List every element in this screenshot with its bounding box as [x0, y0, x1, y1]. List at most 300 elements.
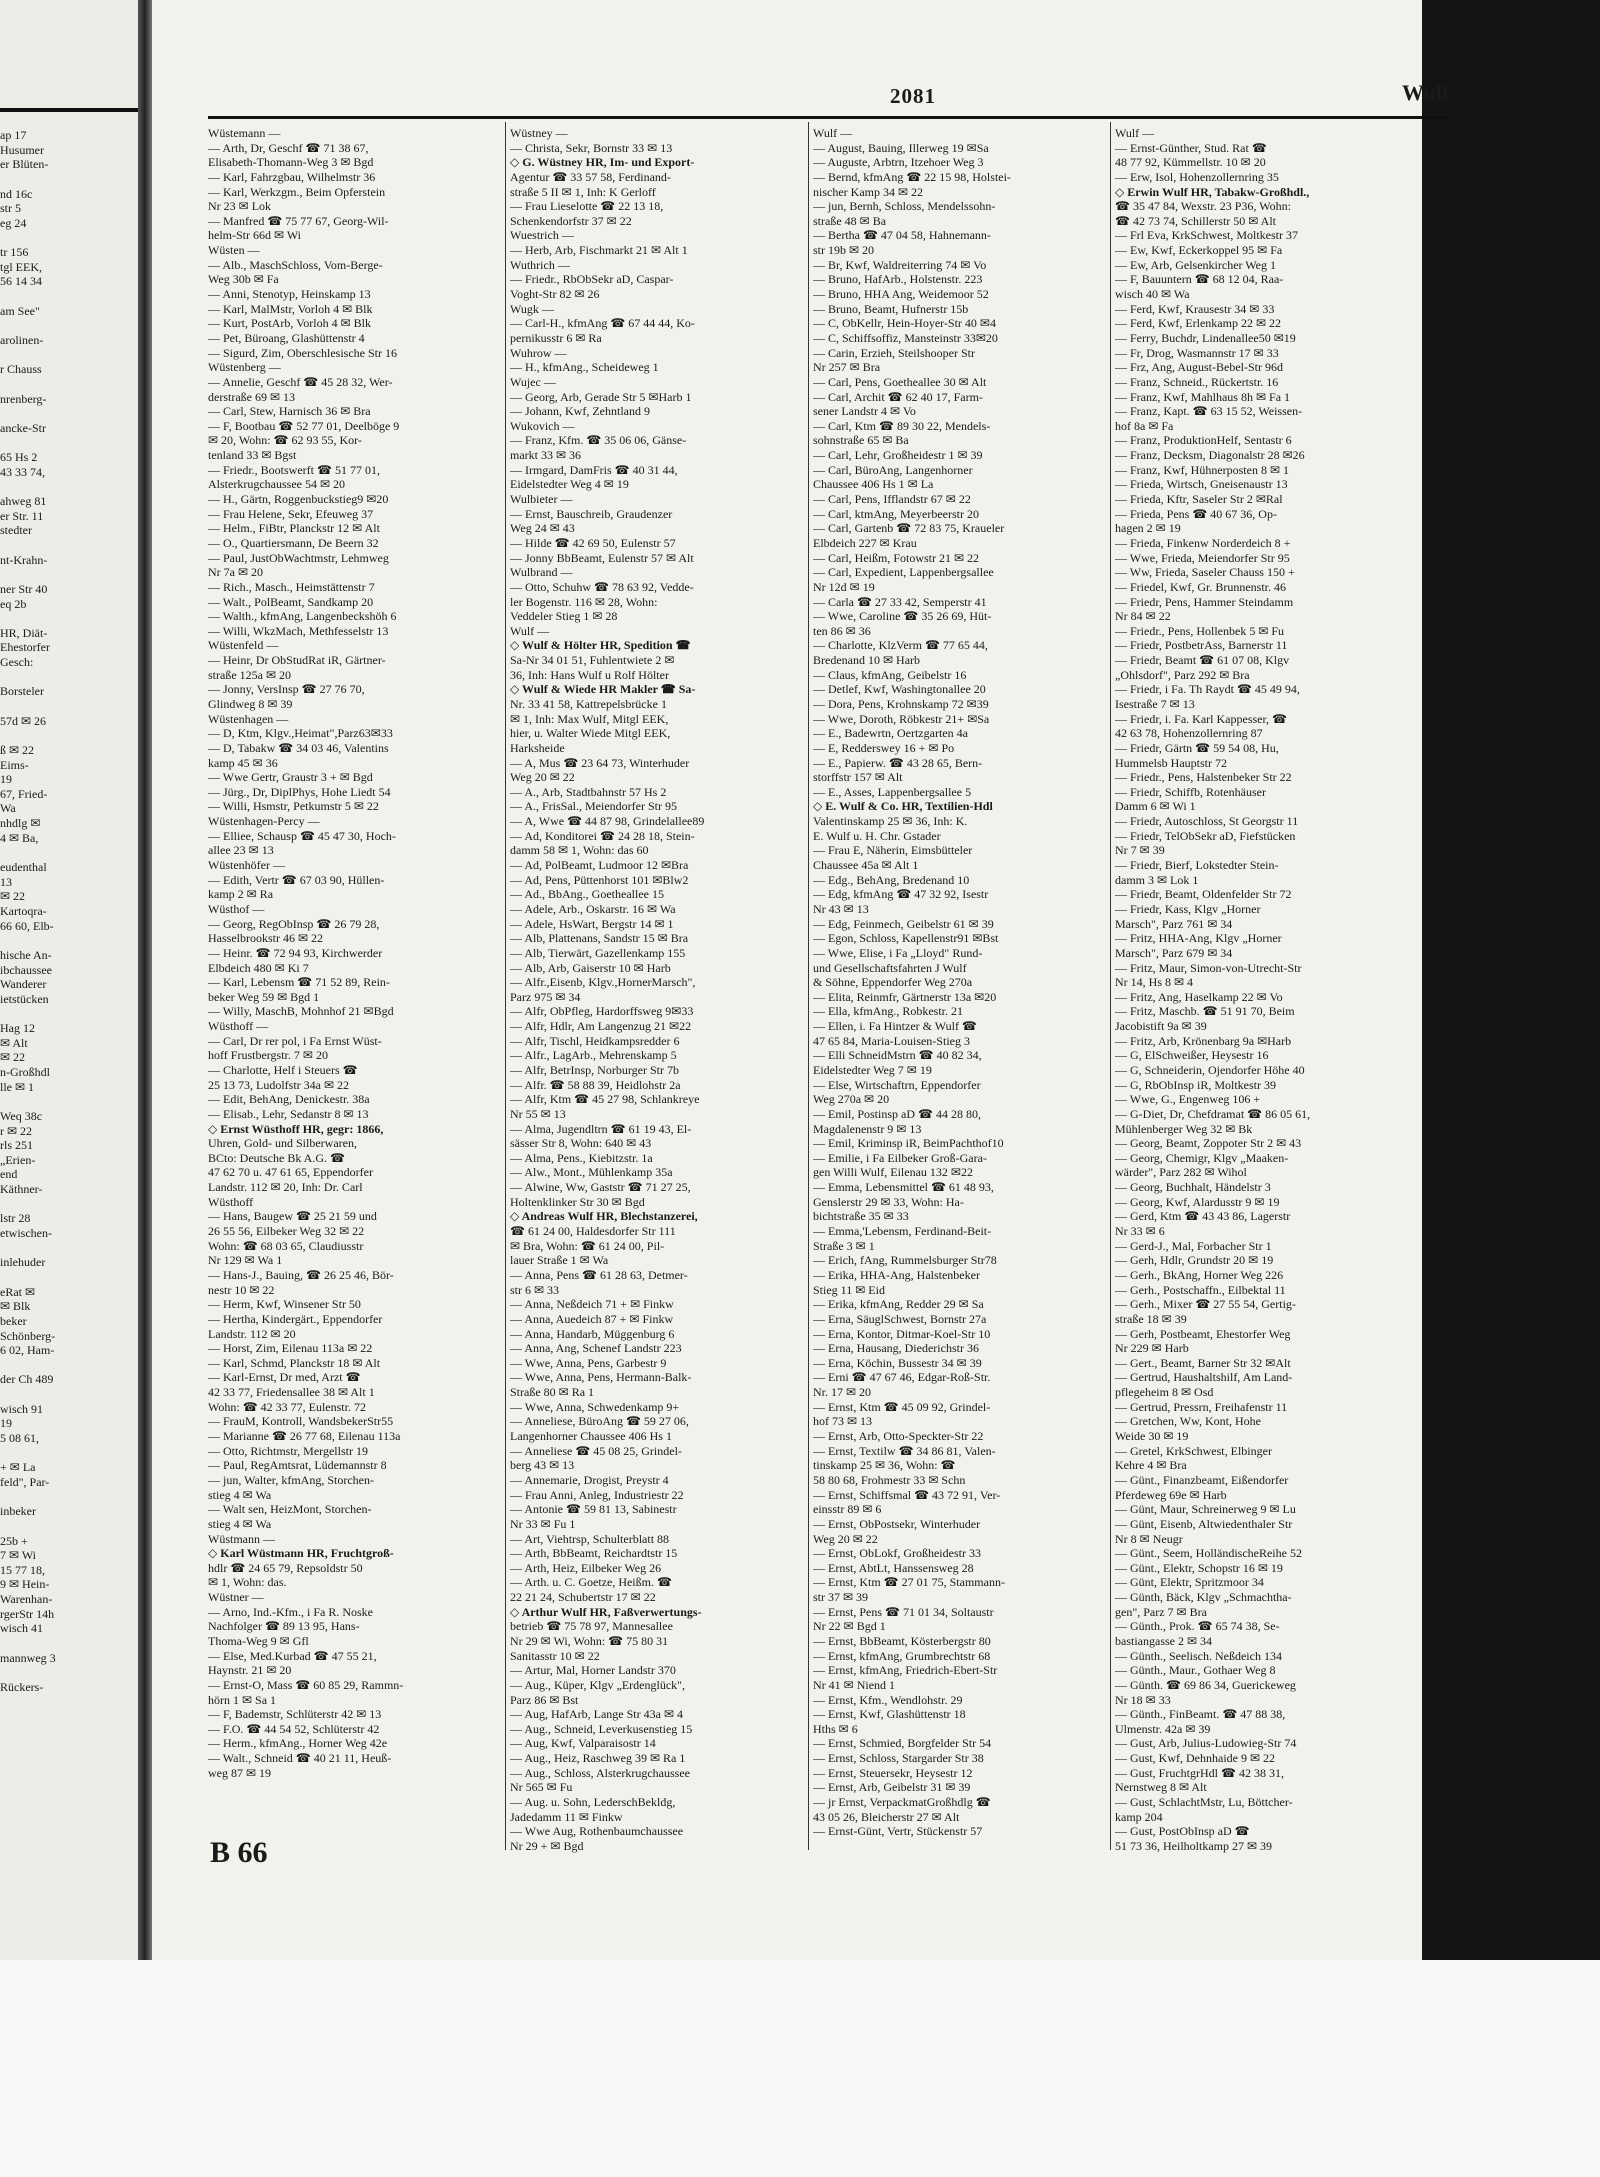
directory-entry-line: — Emil, Kriminsp iR, BeimPachthof10 [813, 1136, 1004, 1151]
directory-entry-line: Nr 18 ✉ 33 [1115, 1692, 1171, 1707]
directory-entry-line: beker Weg 59 ✉ Bgd 1 [208, 989, 320, 1004]
column-separator [1110, 122, 1111, 1850]
directory-entry-line: — Franz, ProduktionHelf, Sentastr 6 [1115, 433, 1292, 448]
directory-entry-line: — Wwe, Anna, Pens, Hermann-Balk- [510, 1370, 692, 1385]
directory-entry-line: 58 80 68, Frohmestr 33 ✉ Schn [813, 1472, 966, 1487]
directory-entry-line: — Alma, Jugendltrn ☎ 61 19 43, El- [510, 1121, 692, 1136]
directory-entry-line: — Alwine, Ww, Gaststr ☎ 71 27 25, [510, 1180, 691, 1195]
left-page-fragment: 7 ✉ Wi [0, 1548, 37, 1563]
directory-entry-line: — Edg, Feinmech, Geibelstr 61 ✉ 39 [813, 916, 994, 931]
directory-entry-line: pflegeheim 8 ✉ Osd [1115, 1385, 1214, 1400]
directory-entry-line: — Aug., Schneid, Leverkusenstieg 15 [510, 1721, 693, 1736]
left-page-fragment: Hag 12 [0, 1021, 35, 1036]
directory-entry-line: markt 33 ✉ 36 [510, 448, 582, 463]
directory-entry-line: Chaussee 45a ✉ Alt 1 [813, 858, 919, 873]
directory-entry-line: — Ernst, Bauschreib, Graudenzer [510, 506, 673, 521]
directory-entry-line: — Friedr., Bootswerft ☎ 51 77 01, [208, 462, 380, 477]
left-page-fragment: Käthner- [0, 1182, 43, 1197]
directory-entry-line: — A, Wwe ☎ 44 87 98, Grindelallee89 [510, 814, 705, 829]
left-page-fragment: Weq 38c [0, 1108, 43, 1123]
directory-entry-line: Genslerstr 29 ✉ 33, Wohn: Ha- [813, 1194, 964, 1209]
left-page-fragment [0, 538, 138, 553]
directory-entry-line: pernikusstr 6 ✉ Ra [510, 330, 602, 345]
directory-entry-line: — Erika, kfmAng, Redder 29 ✉ Sa [813, 1297, 984, 1312]
directory-entry-line: — Edg., BehAng, Bredenand 10 [813, 872, 970, 887]
directory-entry-line: — Friedr, Beamt ☎ 61 07 08, Klgv [1115, 653, 1290, 668]
directory-entry-line: — Karl, Werkzgm., Beim Opferstein [208, 184, 386, 199]
directory-entry-line: — Erw, Isol, Hohenzollernring 35 [1115, 169, 1279, 184]
directory-entry-line: — Paul, JustObWachtmstr, Lehmweg [208, 550, 389, 565]
left-page-fragment: inlehuder [0, 1255, 46, 1270]
directory-entry-line: storffstr 157 ✉ Alt [813, 770, 903, 785]
directory-entry-line: — A., Arb, Stadtbahnstr 57 Hs 2 [510, 784, 667, 799]
directory-entry-line: — August, Bauing, Illerweg 19 ✉Sa [813, 140, 989, 155]
left-page-fragment [0, 1358, 138, 1373]
book-gutter [138, 0, 152, 1960]
left-page-fragment: Borsteler [0, 684, 44, 699]
directory-entry-line: — Anneliese, BüroAng ☎ 59 27 06, [510, 1414, 689, 1429]
header-rule [208, 116, 1454, 119]
directory-entry-line: — Carl, Gartenb ☎ 72 83 75, Kraueler [813, 521, 1005, 536]
directory-entry-line: — Gust, Arb, Julius-Ludowieg-Str 74 [1115, 1736, 1297, 1751]
directory-entry-line: Hasselbrookstr 46 ✉ 22 [208, 931, 324, 946]
directory-entry-line: — Ella, kfmAng., Robkestr. 21 [813, 1004, 963, 1019]
directory-entry-line: Hummelsb Hauptstr 72 [1115, 755, 1227, 770]
directory-entry-line: — Arno, Ind.-Kfm., i Fa R. Noske [208, 1604, 373, 1619]
directory-entry-line: — Aug, HafArb, Lange Str 43a ✉ 4 [510, 1707, 684, 1722]
directory-entry-line: — Carla ☎ 27 33 42, Semperstr 41 [813, 594, 987, 609]
directory-entry-line: — Antonie ☎ 59 81 13, Sabinestr [510, 1502, 677, 1517]
surname-heading: Wukovich — [510, 418, 575, 433]
page-number: 2081 [890, 84, 936, 108]
directory-entry-line: Marsch", Parz 761 ✉ 34 [1115, 916, 1233, 931]
directory-entry-line: — jun, Bernh, Schloss, Mendelssohn- [813, 199, 996, 214]
directory-entry-line: — Georg, Arb, Gerade Str 5 ✉Harb 1 [510, 389, 692, 404]
directory-entry-line: — Ernst, Arb, Geibelstr 31 ✉ 39 [813, 1780, 971, 1795]
directory-entry-line: ☎ 35 47 84, Wexstr. 23 P36, Wohn: [1115, 199, 1291, 214]
left-page-fragment [0, 435, 138, 450]
left-page-fragment: er Str. 11 [0, 508, 44, 523]
left-page-fragment: Schönberg- [0, 1328, 56, 1343]
directory-entry-line: — H., kfmAng., Scheideweg 1 [510, 360, 659, 375]
directory-entry-line: — Anna, Ang, Schenef Landstr 223 [510, 1341, 682, 1356]
left-page-fragment: Husumer [0, 142, 44, 157]
directory-entry-line: — Bruno, HafArb., Holstenstr. 223 [813, 272, 983, 287]
directory-entry-line: — Jonny, VersInsp ☎ 27 76 70, [208, 682, 365, 697]
directory-entry-line: — Willi, WkzMach, Methfesselstr 13 [208, 623, 389, 638]
directory-entry-line: — Annemarie, Drogist, Preystr 4 [510, 1472, 669, 1487]
left-page-fragment: 15 77 18, [0, 1562, 45, 1577]
directory-entry-line: — Alb, Tierwärt, Gazellenkamp 155 [510, 945, 686, 960]
directory-entry-line: — Karl, Lebensm ☎ 71 52 89, Rein- [208, 975, 390, 990]
directory-entry-line: — Elliee, Schausp ☎ 45 47 30, Hoch- [208, 828, 396, 843]
directory-entry-line: — Gust, Kwf, Dehnhaide 9 ✉ 22 [1115, 1751, 1276, 1766]
left-page-fragment [0, 1490, 138, 1505]
scan-background [1422, 0, 1600, 1960]
directory-entry-line: Eidelstedter Weg 7 ✉ 19 [813, 1063, 932, 1077]
directory-entry-line: — Horst, Zim, Eilenau 113a ✉ 22 [208, 1341, 373, 1356]
surname-heading: Wugk — [510, 301, 554, 316]
directory-entry-line: — Erna, Köchin, Bussestr 34 ✉ 39 [813, 1355, 982, 1370]
directory-entry-line: ✉ Bra, Wohn: ☎ 61 24 00, Pil- [510, 1238, 665, 1253]
directory-entry-line: — Bruno, HHA Ang, Weidemoor 52 [813, 287, 989, 302]
directory-entry-line: — Irmgard, DamFris ☎ 40 31 44, [510, 462, 678, 477]
directory-entry-line: — Carl-H., kfmAng ☎ 67 44 44, Ko- [510, 316, 695, 331]
directory-entry-line: — D, Ktm, Klgv.,Heimat",Parz63✉33 [208, 726, 393, 741]
surname-heading: Wuthrich — [510, 257, 570, 272]
directory-entry-line: derstraße 69 ✉ 13 [208, 389, 296, 404]
directory-entry-line: hof 73 ✉ 13 [813, 1414, 873, 1429]
surname-heading: Wulf — [510, 623, 550, 638]
directory-entry-line: — Friedr, Pens, Hammer Steindamm [1115, 594, 1294, 609]
directory-entry-line: — Friedr., RbObSekr aD, Caspar- [510, 272, 674, 287]
directory-entry-line: — Hertha, Kindergärt., Eppendorfer [208, 1311, 383, 1326]
directory-entry-line: — Fritz, HHA-Ang, Klgv „Horner [1115, 931, 1282, 946]
left-page-fragment [0, 1519, 138, 1534]
directory-entry-line: — Günth. ☎ 69 86 34, Guerickeweg [1115, 1677, 1296, 1692]
directory-entry-line: — Georg, Buchhalt, Händelstr 3 [1115, 1180, 1271, 1195]
directory-entry-line: — Dora, Pens, Krohnskamp 72 ✉39 [813, 696, 989, 711]
surname-heading: Wujec — [510, 374, 556, 389]
directory-entry-line: — Wwe, Anna, Schwedenkamp 9+ [510, 1399, 680, 1414]
directory-entry-line: — Friedr, Bierf, Lokstedter Stein- [1115, 858, 1279, 873]
directory-entry-line: — F, Bauuntern ☎ 68 12 04, Raa- [1115, 272, 1284, 287]
directory-entry-line: — Charlotte, Helf i Steuers ☎ [208, 1063, 358, 1077]
directory-entry-line: — A., FrisSal., Meiendorfer Str 95 [510, 799, 677, 814]
directory-entry-line: — Gust, SchlachtMstr, Lu, Böttcher- [1115, 1795, 1293, 1810]
directory-entry-line: tinskamp 25 ✉ 36, Wohn: ☎ [813, 1458, 956, 1473]
directory-entry-line: — Aug, Kwf, Valparaisostr 14 [510, 1736, 656, 1751]
directory-entry-line: Nr 43 ✉ 13 [813, 901, 869, 916]
directory-entry-line: — Frieda, Kftr, Saseler Str 2 ✉Ral [1115, 492, 1283, 507]
left-page-fragment: 9 ✉ Hein- [0, 1577, 50, 1592]
surname-heading: Wüstenberg — [208, 360, 281, 375]
directory-entry-line: — Hilde ☎ 42 69 50, Eulenstr 57 [510, 535, 676, 550]
directory-entry-line: — Friedr, i Fa. Th Raydt ☎ 45 49 94, [1115, 682, 1300, 697]
left-page-fragment [0, 1094, 138, 1109]
directory-entry-line: — Carl, BüroAng, Langenhorner [813, 462, 973, 477]
directory-entry-line: sohnstraße 65 ✉ Ba [813, 433, 909, 448]
directory-entry-line: — Ad, Konditorei ☎ 24 28 18, Stein- [510, 828, 695, 843]
directory-entry-line: — Aug., Küper, Klgv „Erdenglück", [510, 1677, 686, 1692]
directory-entry-line: 47 65 84, Maria-Louisen-Stieg 3 [813, 1033, 970, 1048]
left-page-fragment: 6 02, Ham- [0, 1343, 55, 1358]
left-page-fragment: ahweg 81 [0, 494, 47, 509]
left-page-fragment: der Ch 489 [0, 1372, 54, 1387]
directory-entry-line: — Günth., Maur., Gothaer Weg 8 [1115, 1663, 1276, 1678]
directory-entry-line: — Erna, SäuglSchwest, Bornstr 27a [813, 1311, 987, 1326]
left-page-fragment: Wanderer [0, 977, 47, 992]
directory-entry-line: Bredenand 10 ✉ Harb [813, 653, 921, 668]
directory-entry-line: hagen 2 ✉ 19 [1115, 521, 1181, 536]
directory-entry-line: Straße 3 ✉ 1 [813, 1238, 875, 1253]
directory-entry-line: — Franz, Kwf, Mahlhaus 8h ✉ Fa 1 [1115, 389, 1291, 404]
directory-page [152, 0, 1450, 1960]
directory-entry-line: Nr 229 ✉ Harb [1115, 1341, 1189, 1356]
left-page-fragment: 19 [0, 772, 12, 787]
left-page-fragment: str 5 [0, 201, 21, 216]
left-page-fragment: 43 33 74, [0, 464, 45, 479]
left-page-fragment [0, 1270, 138, 1285]
left-page-fragment: hische An- [0, 947, 52, 962]
directory-entry-line: — Edg, kfmAng ☎ 47 32 92, Isestr [813, 887, 989, 902]
directory-entry-line: Harksheide [510, 740, 565, 755]
directory-entry-line: — D, Tabakw ☎ 34 03 46, Valentins [208, 740, 389, 755]
directory-entry-line: Landstr. 112 ✉ 20 [208, 1326, 296, 1341]
directory-entry-line: kamp 45 ✉ 36 [208, 755, 278, 770]
surname-heading: Wüstenhagen — [208, 711, 289, 726]
left-page-fragment: nrenberg- [0, 391, 47, 406]
directory-entry-line: ☎ 42 73 74, Schillerstr 50 ✉ Alt [1115, 213, 1276, 228]
directory-entry-line: — Alw., Mont., Mühlenkamp 35a [510, 1165, 673, 1180]
directory-entry-line: ✉ 1, Wohn: das. [208, 1575, 287, 1590]
directory-entry-line: — Franz, Kapt. ☎ 63 15 52, Weissen- [1115, 404, 1303, 419]
directory-entry-line: Straße 80 ✉ Ra 1 [510, 1385, 595, 1400]
directory-entry-line: — Ernst, kfmAng, Friedrich-Ebert-Str [813, 1663, 998, 1678]
directory-entry-line: — Carl, Dr rer pol, i Fa Ernst Wüst- [208, 1033, 382, 1048]
directory-entry-line: Wohn: ☎ 68 03 65, Claudiusstr [208, 1238, 364, 1253]
directory-entry-line: — Willi, Hsmstr, Petkumstr 5 ✉ 22 [208, 799, 379, 814]
directory-entry-line: gen", Parz 7 ✉ Bra [1115, 1604, 1207, 1619]
left-page-fragment [0, 230, 138, 245]
directory-entry-line: — Ernst, Pens ☎ 71 01 34, Soltaustr [813, 1604, 994, 1619]
directory-entry-line: nestr 10 ✉ 22 [208, 1282, 275, 1297]
directory-entry-line: — Wwe Gertr, Graustr 3 + ✉ Bgd [208, 770, 373, 785]
left-page-fragment: 66 60, Elb- [0, 918, 54, 933]
left-page-fragment: 65 Hs 2 [0, 450, 38, 465]
directory-entry-line: — jr Ernst, VerpackmatGroßhdlg ☎ [813, 1795, 991, 1810]
directory-entry-line: Weide 30 ✉ 19 [1115, 1429, 1189, 1444]
directory-column-4 [1115, 126, 1400, 1854]
directory-entry-line: — Gerh, Hdlr, Grundstr 20 ✉ 19 [1115, 1253, 1274, 1268]
directory-entry-line: Nr 33 ✉ 6 [1115, 1224, 1165, 1239]
directory-entry-line: sässer Str 8, Wohn: 640 ✉ 43 [510, 1136, 652, 1151]
directory-entry-line: 42 63 78, Hohenzollernring 87 [1115, 726, 1263, 741]
directory-entry-line: Glindweg 8 ✉ 39 [208, 696, 293, 711]
directory-entry-line: — Ernst, Schloss, Stargarder Str 38 [813, 1751, 984, 1766]
directory-entry-line: — Elita, Reinmfr, Gärtnerstr 13a ✉20 [813, 989, 997, 1004]
directory-entry-line: — Erni ☎ 47 67 46, Edgar-Roß-Str. [813, 1370, 991, 1385]
directory-entry-line: Nr 129 ✉ Wa 1 [208, 1253, 283, 1268]
directory-entry-line: — Ww, Frieda, Saseler Chauss 150 + [1115, 565, 1295, 580]
directory-entry-line: sener Landstr 4 ✉ Vo [813, 404, 916, 419]
directory-entry-line: — Fritz, Maur, Simon-von-Utrecht-Str [1115, 960, 1302, 975]
left-page-fragment: ✉ Alt [0, 1035, 28, 1050]
directory-entry-line: — Carl, Lehr, Großheidestr 1 ✉ 39 [813, 448, 983, 463]
directory-entry-line: — Friedr, PostbetrAss, Barnerstr 11 [1115, 638, 1288, 653]
left-page-fragment [0, 567, 138, 582]
directory-entry-line: — Ernst, Kwf, Glashüttenstr 18 [813, 1707, 966, 1722]
directory-entry-line: — Erna, Hausang, Diederichstr 36 [813, 1341, 979, 1356]
directory-entry-line: — Gust, FruchtgrHdl ☎ 42 38 31, [1115, 1765, 1284, 1780]
directory-entry-line: berg 43 ✉ 13 [510, 1458, 575, 1473]
directory-entry-line: Magdalenenstr 9 ✉ 13 [813, 1121, 922, 1136]
directory-entry-line: — Jürg., Dr, DiplPhys, Hohe Liedt 54 [208, 784, 391, 799]
surname-heading: Wüstemann — [208, 126, 281, 140]
left-page-fragment: n-Großhdl [0, 1065, 50, 1079]
directory-entry-line: — Anneliese ☎ 45 08 25, Grindel- [510, 1443, 682, 1458]
left-page-fragment: Eims- [0, 757, 29, 772]
left-page-fragment: 56 14 34 [0, 274, 42, 289]
directory-entry-line: — Walth., kfmAng, Langenbeckshöh 6 [208, 609, 397, 624]
directory-entry-line: — Hans, Baugew ☎ 25 21 59 und [208, 1209, 377, 1224]
directory-entry-line: — Gerh., Mixer ☎ 27 55 54, Gertig- [1115, 1297, 1296, 1312]
surname-heading: Wüstner — [208, 1590, 264, 1605]
directory-entry-line: Marsch", Parz 679 ✉ 34 [1115, 945, 1233, 960]
directory-entry-line: — G, ElSchweißer, Heysestr 16 [1115, 1048, 1269, 1063]
directory-entry-line: — Frau Helene, Sekr, Efeuweg 37 [208, 506, 374, 521]
directory-entry-line: — Annelie, Geschf ☎ 45 28 32, Wer- [208, 374, 393, 389]
left-page-fragment [0, 728, 138, 743]
directory-entry-line: Jadedamm 11 ✉ Finkw [510, 1809, 623, 1824]
directory-entry-line: nischer Kamp 34 ✉ 22 [813, 184, 924, 199]
directory-entry-line: — Günt., Elektr, Schopstr 16 ✉ 19 [1115, 1560, 1283, 1575]
left-page-fragment: ✉ 22 [0, 889, 26, 904]
directory-entry-line: ◇ G. Wüstney HR, Im- und Export- [510, 155, 695, 170]
left-page-fragment: beker [0, 1313, 27, 1328]
left-page-fragment: HR, Diät- [0, 625, 48, 640]
directory-entry-line: — Günt., Seem, HolländischeReihe 52 [1115, 1546, 1302, 1561]
directory-entry-line: — Emma, Lebensmittel ☎ 61 48 93, [813, 1180, 994, 1195]
surname-heading: Wüsthof — [208, 901, 265, 916]
left-page-fragment: rgerStr 14h [0, 1606, 55, 1621]
left-page-fragment [0, 318, 138, 333]
directory-entry-line: bastiangasse 2 ✉ 34 [1115, 1633, 1213, 1648]
directory-entry-line: ◇ Karl Wüstmann HR, Fruchtgroß- [208, 1546, 394, 1561]
directory-entry-line: — Ernst, Steuersekr, Heysestr 12 [813, 1765, 973, 1780]
directory-entry-line: straße 125a ✉ 20 [208, 667, 292, 682]
directory-entry-line: — Georg, Kwf, Alardusstr 9 ✉ 19 [1115, 1194, 1280, 1209]
left-page-column-fragments [0, 128, 138, 1695]
directory-entry-line: Nachfolger ☎ 89 13 95, Hans- [208, 1619, 360, 1634]
left-page-fragment: stedter [0, 523, 32, 538]
directory-entry-line: — Anni, Stenotyp, Heinskamp 13 [208, 287, 371, 302]
directory-entry-line: — Wwe, Elise, i Fa „Lloyd" Rund- [813, 945, 983, 960]
directory-entry-line: — Günt, Elektr, Spritzmoor 34 [1115, 1575, 1264, 1590]
directory-entry-line: — E, Redderswey 16 + ✉ Po [813, 740, 955, 755]
left-page-fragment: 4 ✉ Ba, [0, 830, 39, 845]
left-page-fragment: er Blüten- [0, 157, 49, 172]
directory-entry-line: — Anna, Pens ☎ 61 28 63, Detmer- [510, 1267, 688, 1282]
directory-entry-line: — Friedr., Pens, Hollenbek 5 ✉ Fu [1115, 623, 1285, 638]
directory-entry-line: — Jonny BbBeamt, Eulenstr 57 ✉ Alt [510, 550, 694, 565]
directory-entry-line: — Wwe, Doroth, Röbkestr 21+ ✉Sa [813, 711, 990, 726]
directory-entry-line: — A, Mus ☎ 23 64 73, Winterhuder [510, 755, 690, 770]
directory-entry-line: — Detlef, Kwf, Washingtonallee 20 [813, 682, 986, 697]
running-head: Wulf [1402, 80, 1450, 105]
directory-entry-line: ◇ Andreas Wulf HR, Blechstanzerei, [510, 1209, 698, 1224]
left-page-fragment [0, 377, 138, 392]
left-page-fragment: eq 2b [0, 596, 27, 611]
surname-heading: Wüstmann — [208, 1531, 275, 1546]
directory-entry-line: — Arth, BbBeamt, Reichardtstr 15 [510, 1546, 678, 1561]
left-page-fragment [0, 479, 138, 494]
directory-entry-line: — Emilie, i Fa Eilbeker Groß-Gara- [813, 1150, 987, 1165]
directory-entry-line: — Bruno, Beamt, Hufnerstr 15b [813, 301, 969, 316]
directory-entry-line: — Auguste, Arbtrn, Itzehoer Weg 3 [813, 155, 984, 170]
directory-entry-line: — Ernst, Schmied, Borgfelder Str 54 [813, 1736, 992, 1751]
directory-entry-line: Sanitasstr 10 ✉ 22 [510, 1648, 600, 1663]
directory-entry-line: — Alma, Pens., Kiebitzstr. 1a [510, 1150, 653, 1165]
directory-entry-line: str 6 ✉ 33 [510, 1282, 560, 1297]
directory-entry-line: & Söhne, Eppendorfer Weg 270a [813, 975, 973, 990]
directory-entry-line: — Günth, Bäck, Klgv „Schmachtha- [1115, 1590, 1292, 1605]
directory-entry-line: — Kurt, PostArb, Vorloh 4 ✉ Blk [208, 316, 371, 331]
directory-entry-line: Parz 975 ✉ 34 [510, 989, 581, 1004]
directory-entry-line: — Carl, ktmAng, Meyerbeerstr 20 [813, 506, 979, 521]
left-page-fragment: am See" [0, 303, 40, 318]
signature-mark: B 66 [210, 1836, 268, 1869]
left-page-fragment: eRat ✉ [0, 1284, 36, 1299]
directory-entry-line: — Alfr, BetrInsp, Norburger Str 7b [510, 1063, 679, 1077]
directory-entry-line: ler Bogenstr. 116 ✉ 28, Wohn: [510, 594, 658, 609]
left-page-fragment: eg 24 [0, 215, 27, 230]
directory-column-1 [208, 126, 493, 1780]
left-page-fragment [0, 933, 138, 948]
directory-entry-line: hoff Frustbergstr. 7 ✉ 20 [208, 1048, 328, 1063]
directory-entry-line: — Günth., FinBeamt. ☎ 47 88 38, [1115, 1707, 1286, 1722]
directory-entry-line: — Erich, fAng, Rummelsburger Str78 [813, 1253, 997, 1268]
directory-entry-line: Nr 8 ✉ Neugr [1115, 1531, 1183, 1546]
directory-entry-line: Valentinskamp 25 ✉ 36, Inh: K. [813, 814, 968, 829]
left-page-fragment [0, 1636, 138, 1651]
directory-entry-line: — Erna, Kontor, Ditmar-Koel-Str 10 [813, 1326, 991, 1341]
directory-entry-line: — Alfr, Tischl, Heidkampsredder 6 [510, 1033, 680, 1048]
left-page-fragment: end [0, 1167, 18, 1182]
directory-entry-line: weg 87 ✉ 19 [208, 1765, 272, 1780]
surname-heading: Wüsthoff — [208, 1019, 269, 1034]
directory-entry-line: — Johann, Kwf, Zehntland 9 [510, 404, 650, 419]
left-page-fragment: ancke-Str [0, 420, 46, 435]
directory-entry-line: — Günt, Maur, Schreinerweg 9 ✉ Lu [1115, 1502, 1296, 1517]
directory-entry-line: Uhren, Gold- und Silberwaren, [208, 1136, 357, 1151]
left-page-fragment: Gesch: [0, 655, 34, 670]
directory-entry-line: hörn 1 ✉ Sa 1 [208, 1692, 277, 1707]
left-page-fragment: „Erien- [0, 1152, 36, 1167]
directory-entry-line: — Georg, Chemigr, Klgv „Maaken- [1115, 1150, 1289, 1165]
left-page-rule [0, 108, 138, 112]
directory-entry-line: stieg 4 ✉ Wa [208, 1516, 272, 1531]
directory-entry-line: Haynstr. 21 ✉ 20 [208, 1663, 292, 1678]
directory-entry-line: — Ernst, Kfm., Wendlohstr. 29 [813, 1692, 963, 1707]
left-page-fragment: ibchaussee [0, 962, 52, 977]
directory-entry-line: 42 33 77, Friedensallee 38 ✉ Alt 1 [208, 1385, 375, 1400]
left-page-fragment [0, 1446, 138, 1461]
directory-entry-line: Damm 6 ✉ Wi 1 [1115, 799, 1196, 814]
directory-entry-line: Mühlenberger Weg 32 ✉ Bk [1115, 1121, 1253, 1136]
directory-entry-line: — Fritz, Maschb. ☎ 51 91 70, Beim [1115, 1004, 1295, 1019]
left-page-fragment: r Chauss [0, 362, 42, 377]
directory-entry-line: — Walt., Schneid ☎ 40 21 11, Heuß- [208, 1751, 392, 1766]
left-page-fragment [0, 1241, 138, 1256]
directory-entry-line: — G, Schneiderin, Ojendorfer Höhe 40 [1115, 1063, 1305, 1077]
directory-entry-line: Nr 14, Hs 8 ✉ 4 [1115, 975, 1194, 990]
directory-entry-line: betrieb ☎ 75 78 97, Mannesallee [510, 1619, 673, 1634]
directory-entry-line: 51 73 36, Heilholtkamp 27 ✉ 39 [1115, 1838, 1273, 1853]
left-page-fragment: mannweg 3 [0, 1650, 56, 1665]
directory-entry-line: — Aug. u. Sohn, LederschBekldg, [510, 1795, 676, 1810]
directory-entry-line: — Wwe, Caroline ☎ 35 26 69, Hüt- [813, 609, 992, 624]
directory-entry-line: — Fritz, Arb, Krönenbarg 9a ✉Harb [1115, 1033, 1292, 1048]
directory-entry-line: — Ernst, kfmAng, Grumbrechtstr 68 [813, 1648, 991, 1663]
directory-entry-line: — Ernst, ObLokf, Großheidestr 33 [813, 1546, 981, 1561]
directory-entry-line: straße 18 ✉ 39 [1115, 1311, 1187, 1326]
left-page-fragment: lstr 28 [0, 1211, 31, 1226]
directory-entry-line: — Ad, PolBeamt, Ludmoor 12 ✉Bra [510, 858, 689, 873]
directory-entry-line: — Willy, MaschB, Mohnhof 21 ✉Bgd [208, 1004, 394, 1019]
directory-entry-line: — Ferry, Buchdr, Lindenallee50 ✉19 [1115, 330, 1296, 345]
left-page-fragment [0, 289, 138, 304]
